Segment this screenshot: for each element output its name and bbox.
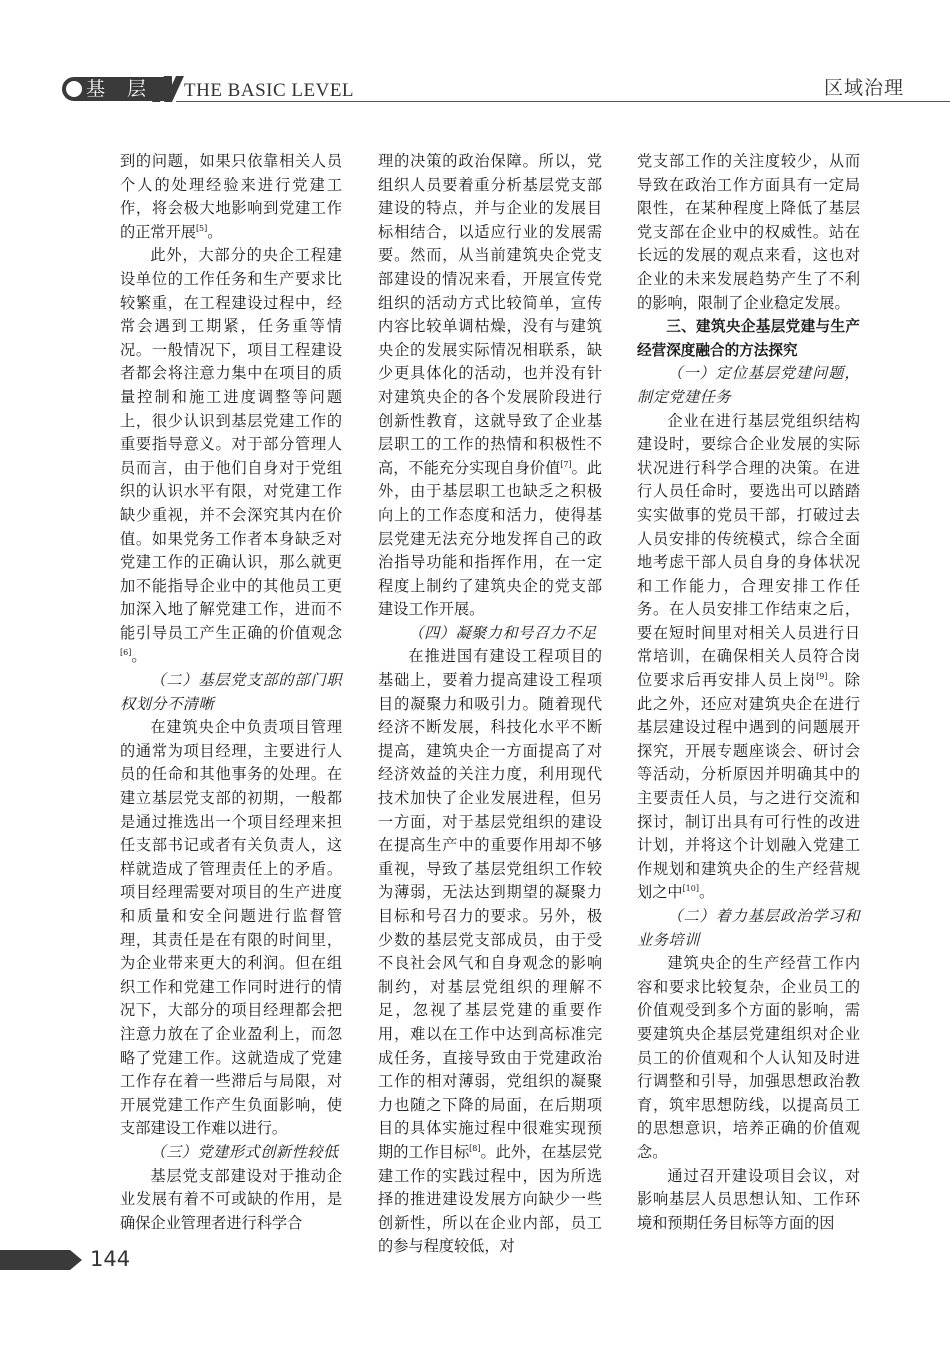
header-kicker: 基 层 (86, 78, 155, 100)
subsection-heading (120, 1141, 342, 1165)
paragraph-text: 三、建筑央企基层党建与生产经营深度融合的方法探究 (637, 318, 860, 359)
footer-bar (0, 1250, 70, 1270)
paragraph (378, 645, 602, 1258)
paragraph-text: （一）定位基层党建问题，制定党建任务 (637, 364, 860, 406)
paragraph-text: 党支部工作的关注度较少，从而导致在政治工作方面具有一定局限性，在某种程度上降低了基层党支部在企业中的权威性。站在长远的发展的观点来看，这也对企业的未来发展趋势产生了不利的影响，限制了企业稳定发展。 (637, 152, 860, 312)
header-section-title: 区域治理 (824, 77, 905, 99)
section-heading (637, 315, 860, 362)
paragraph-text: 。除此之外，还应对建筑央企在进行基层建设过程中遇到的问题展开探究，开展专题座谈会、研讨会等活动，分析原因并明确其中的主要责任人员，与之进行交流和探讨，制订出具有可行性的改进计划，并将这个计划融入党建工作规划和建筑央企的生产经营规划之中 (637, 671, 860, 902)
paragraph-text: 。 (207, 222, 223, 241)
paragraph-text: （三）党建形式创新性较低 (150, 1142, 339, 1161)
paragraph-text: （二）基层党支部的部门职权划分不清晰 (120, 671, 342, 713)
paragraph-text: 基层党支部建设对于推动企业发展有着不可或缺的作用，是确保企业管理者进行科学合 (120, 1166, 342, 1232)
paragraph (637, 150, 860, 315)
subsection-heading (637, 905, 860, 952)
citation-ref: [8] (469, 1143, 481, 1153)
paragraph (637, 952, 860, 1164)
text-column-1 (120, 150, 342, 1235)
paragraph-text: 通过召开建设项目会议，对影响基层人员思想认知、工作环境和预期任务目标等方面的因 (637, 1166, 860, 1232)
paragraph-text: 到的问题，如果只依靠相关人员个人的处理经验来进行党建工作，将会极大地影响到党建工作的正常开展 (120, 152, 342, 241)
citation-ref: [9] (816, 672, 828, 681)
paragraph-text: 此外，大部分的央企工程建设单位的工作任务和生产要求比较繁重，在工程建设过程中，经常会遇到工期紧，任务重等情况。一般情况下，项目工程建设者都会将注意力集中在项目的质量控制和施工进度调整等问题上，很少认识到基层党建工作的重要指导意义。对于部分管理人员而言，由于他们自身对于党组织的认识水平有限，对党建工作缺少重视，并不会深究其内在价值。如果党务工作者本身缺乏对党建工作的正确认识，那么就更加不能指导企业中的其他员工更加深入地了解党建工作，进而不能引导员工产生正确的价值观念 (120, 246, 342, 642)
paragraph-text: （四）凝聚力和号召力不足 (408, 623, 597, 642)
paragraph-text: 。此外，在基层党建工作的实践过程中，因为所选择的推进建设发展方向缺少一些创新性，所以在企业内部，员工的参与程度较低，对 (378, 1142, 603, 1256)
paragraph-text: 理的决策的政治保障。所以，党组织人员要着重分析基层党支部建设的特点，并与企业的发展目标相结合，以适应行业的发展需要。然而，从当前建筑央企党支部建设的情况来看，开展宣传党组织的活动方式比较简单，宣传内容比较单调枯燥，没有与建筑央企的发展实际情况相联系，缺少更具体化的活动，也并没有针对建筑央企的各个发展阶段进行创新性教育，这就导致了企业基层职工的工作的热情和积极性不高，不能充分实现自身价值 (378, 152, 602, 477)
text-column-3 (637, 150, 860, 1235)
paragraph-text: 在建筑央企中负责项目管理的通常为项目经理，主要进行人员的任命和其他事务的处理。在建立基层党支部的初期，一般都是通过推选出一个项目经理来担任支部书记或者有关负责人，这样就造成了管理责任上的矛盾。项目经理需要对项目的生产进度和质量和安全问题进行监督管理，其责任是在有限的时间里，为企业带来更大的利润。但在组织工作和党建工作同时进行的情况下，大部分的项目经理都会把注意力放在了企业盈利上，而忽略了党建工作。这就造成了党建工作存在着一些滞后与局限，对开展党建工作产生负面影响，使支部建设工作难以进行。 (120, 718, 342, 1138)
text-column-2 (378, 150, 602, 1259)
paragraph (637, 410, 860, 905)
paragraph-text: 。 (131, 647, 147, 666)
paragraph-text: 建筑央企的生产经营工作内容和要求比较复杂，企业员工的价值观受到多个方面的影响，需要建筑央企基层党建组织对企业员工的价值观和个人认知及时进行调整和引导，加强思想政治教育，筑牢思想防线，以提高员工的思想意识，培养正确的价值观念。 (637, 954, 860, 1161)
paragraph (120, 150, 342, 244)
header-english-title: THE BASIC LEVEL (184, 80, 355, 101)
citation-ref: [5] (195, 223, 208, 233)
paragraph (637, 1165, 860, 1236)
page-number: 144 (90, 1247, 131, 1271)
paragraph-text: 企业在进行基层党组织结构建设时，要综合企业发展的实际状况进行科学合理的决策。在进行人员任命时，要选出可以踏踏实实做事的党员干部，打破过去人员安排的传统模式，综合全面地考虑干部人员自身的身体状况和工作能力，合理安排工作任务。在人员安排工作结束之后，要在短时间里对相关人员进行日常培训，在确保相关人员符合岗位要求后再安排人员上岗 (637, 411, 860, 690)
citation-ref: [7] (560, 459, 572, 469)
double-slash-icon (150, 74, 184, 104)
paragraph (120, 1165, 342, 1236)
citation-ref: [6] (120, 648, 132, 658)
paragraph (120, 244, 342, 669)
paragraph-text: 在推进国有建设工程项目的基础上，要着力提高建设工程项目的凝聚力和吸引力。随着现代经济不断发展，科技化水平不断提高，建筑央企一方面提高了对经济效益的关注力度，利用现代技术加快了企业发展进程，但另一方面，对于基层党组织的建设在提高生产中的重要作用却不够重视，导致了基层党组织工作较为薄弱，无法达到期望的凝聚力目标和号召力的要求。另外，极少数的基层党支部成员，由于受不良社会风气和自身观念的影响制约，对基层党组织的理解不足，忽视了基层党建的重要作用，难以在工作中达到高标准完成任务，直接导致由于党建政治工作的相对薄弱，党组织的凝聚力也随之下降的局面，在后期项目的具体实施过程中很难实现预期的工作目标 (378, 647, 602, 1161)
paragraph-text: 。 (698, 883, 715, 902)
paragraph-text: 。此外，由于基层职工也缺乏之积极向上的工作态度和活力，使得基层党建无法充分地发挥自己的政治指导功能和指挥作用，在一定程度上制约了建筑央企的党支部建设工作开展。 (378, 458, 603, 619)
paragraph-text: （二）着力基层政治学习和业务培训 (637, 907, 860, 949)
page-header (0, 0, 950, 110)
paragraph (120, 716, 342, 1141)
subsection-heading (637, 362, 860, 409)
citation-ref: [10] (682, 884, 699, 894)
header-rule (176, 101, 950, 102)
circle-icon (66, 81, 82, 97)
arrow-right-icon (70, 1250, 82, 1270)
subsection-heading (120, 669, 342, 716)
paragraph (378, 150, 602, 622)
subsection-heading (378, 622, 602, 646)
